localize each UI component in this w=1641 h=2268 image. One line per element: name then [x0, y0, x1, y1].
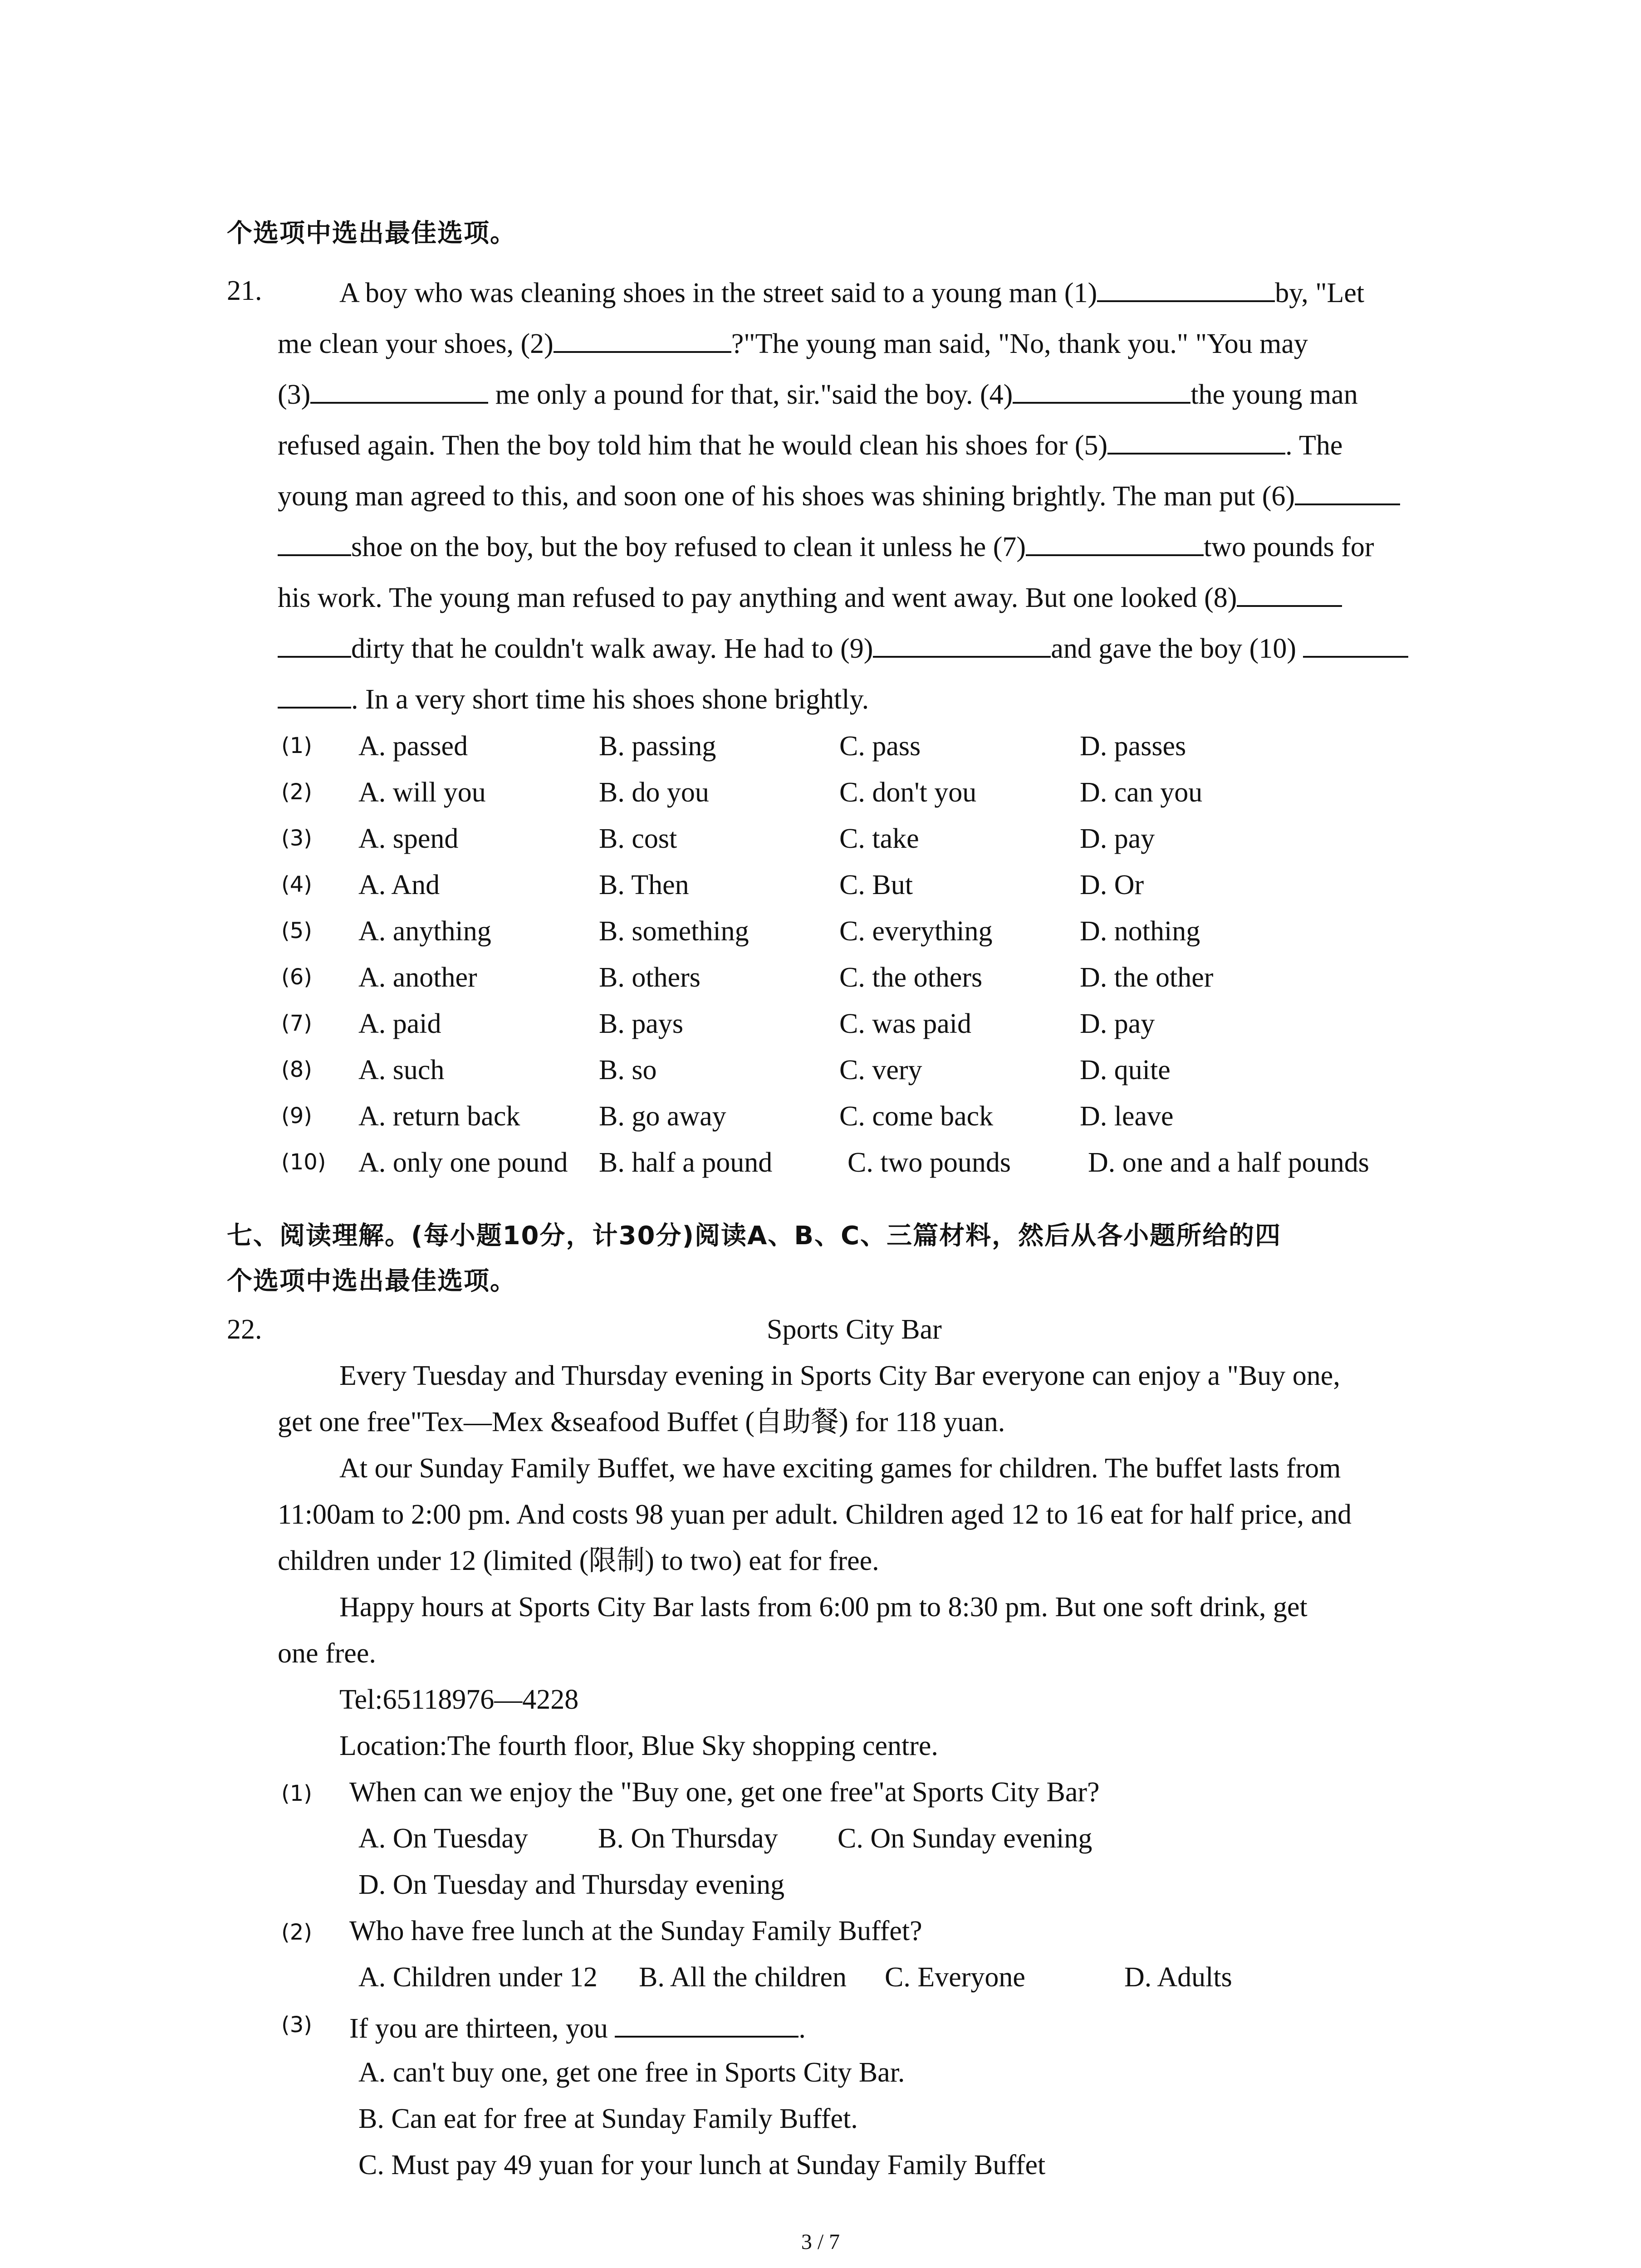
q21-option-row-1: (1) A. passed B. passing C. pass D. passes — [281, 731, 1186, 762]
blank-9 — [873, 632, 1051, 658]
q21-line-8: dirty that he couldn't walk away. He had to (9) and gave the boy (10) — [278, 632, 1408, 663]
q22-sub-3-option-b: B. Can eat for free at Sunday Family Buffet. — [358, 2103, 858, 2134]
q21-line-6: shoe on the boy, but the boy refused to clean it unless he (7) two pounds for — [278, 531, 1374, 561]
blank-5 — [1107, 429, 1285, 455]
q22-sub-3-blank — [615, 2012, 798, 2038]
q21-line-3: (3) me only a pound for that, sir."said the boy. (4) the young man — [278, 379, 1358, 410]
q21-option-row-4: (4) A. And B. Then C. But D. Or — [281, 870, 1144, 900]
q22-sub-3-text: If you are thirteen, you . — [349, 2013, 806, 2044]
q22-sub-2-option-b: B. All the children — [639, 1962, 847, 1993]
q22-sub-2-option-c: C. Everyone — [885, 1962, 1025, 1993]
page-number: 3 / 7 — [801, 2230, 840, 2254]
q22-sub-3-number: (3) — [281, 2012, 312, 2038]
q22-sub-2-text: Who have free lunch at the Sunday Family Buffet? — [349, 1916, 922, 1946]
blank-4 — [1013, 378, 1190, 404]
blank-1 — [1097, 277, 1275, 302]
blank-7 — [1026, 531, 1204, 556]
q21-line-7: his work. The young man refused to pay anything and went away. But one looked (8) — [278, 582, 1342, 612]
q22-title: Sports City Bar — [767, 1314, 942, 1345]
q22-sub-1-option-b: B. On Thursday — [598, 1823, 778, 1854]
q21-line-9: . In a very short time his shoes shone brightly. — [278, 683, 869, 714]
q21-option-row-2: (2) A. will you B. do you C. don't you D. can you — [281, 777, 1203, 808]
blank-2 — [554, 327, 731, 353]
section-7-header-line-1: 七、阅读理解。(每小题10分，计30分)阅读A、B、C、三篇材料，然后从各小题所给的四 — [227, 1221, 1282, 1251]
q21-number: 21. — [227, 275, 262, 306]
q21-option-row-7: (7) A. paid B. pays C. was paid D. pay — [281, 1008, 1155, 1039]
q22-tel: Tel:65118976—4228 — [339, 1684, 579, 1715]
q21-option-row-9: (9) A. return back B. go away C. come back D. leave — [281, 1101, 1174, 1132]
section-7-header-line-2: 个选项中选出最佳选项。 — [227, 1266, 516, 1296]
q22-p2-line-3: children under 12 (limited (限制) to two) eat for free. — [278, 1545, 879, 1576]
q22-p2-line-1: At our Sunday Family Buffet, we have exciting games for children. The buffet lasts from — [339, 1453, 1341, 1484]
q21-line-2: me clean your shoes, (2) ?"The young man said, "No, thank you." "You may — [278, 328, 1308, 359]
q22-sub-1-number: (1) — [281, 1781, 312, 1806]
q21-line-1: A boy who was cleaning shoes in the street said to a young man (1) by, "Let — [339, 278, 1365, 308]
q21-option-row-10: (10) A. only one pound B. half a pound C. two pounds D. one and a half pounds — [281, 1147, 1369, 1178]
blank-10a — [1303, 632, 1408, 658]
q22-sub-2-option-d: D. Adults — [1124, 1962, 1232, 1993]
q21-line-5: young man agreed to this, and soon one of his shoes was shining brightly. The man put (6) — [278, 480, 1400, 510]
blank-3 — [310, 378, 488, 404]
blank-8b — [278, 632, 351, 658]
q22-sub-1-option-d: D. On Tuesday and Thursday evening — [358, 1869, 785, 1900]
q22-sub-1-option-a: A. On Tuesday — [358, 1823, 528, 1854]
q21-option-row-8: (8) A. such B. so C. very D. quite — [281, 1055, 1171, 1085]
q22-sub-2-option-a: A. Children under 12 — [358, 1962, 598, 1993]
q22-p2-line-2: 11:00am to 2:00 pm. And costs 98 yuan per adult. Children aged 12 to 16 eat for half price, and — [278, 1499, 1352, 1530]
blank-10b — [278, 683, 351, 709]
q22-sub-2-number: (2) — [281, 1920, 312, 1945]
q22-sub-3-option-c: C. Must pay 49 yuan for your lunch at Sunday Family Buffet — [358, 2150, 1046, 2180]
q21-option-row-3: (3) A. spend B. cost C. take D. pay — [281, 823, 1155, 854]
q22-sub-1-text: When can we enjoy the "Buy one, get one free"at Sports City Bar? — [349, 1777, 1100, 1808]
blank-8a — [1237, 582, 1342, 607]
blank-6a — [1295, 480, 1400, 505]
q22-sub-3-option-a: A. can't buy one, get one free in Sports City Bar. — [358, 2057, 905, 2088]
q21-option-row-5: (5) A. anything B. something C. everything D. nothing — [281, 916, 1200, 947]
q22-p3-line-2: one free. — [278, 1638, 376, 1669]
section-header-continued: 个选项中选出最佳选项。 — [227, 219, 516, 248]
q21-option-row-6: (6) A. another B. others C. the others D. the other — [281, 962, 1214, 993]
q21-line-4: refused again. Then the boy told him that he would clean his shoes for (5) . The — [278, 430, 1343, 461]
q22-number: 22. — [227, 1314, 262, 1345]
q22-p3-line-1: Happy hours at Sports City Bar lasts from 6:00 pm to 8:30 pm. But one soft drink, get — [339, 1592, 1308, 1623]
blank-6b — [278, 531, 351, 556]
q22-location: Location:The fourth floor, Blue Sky shopping centre. — [339, 1730, 938, 1761]
q22-sub-1-option-c: C. On Sunday evening — [838, 1823, 1092, 1854]
q22-p1-line-1: Every Tuesday and Thursday evening in Sports City Bar everyone can enjoy a "Buy one, — [339, 1360, 1340, 1391]
q22-p1-line-2: get one free"Tex—Mex &seafood Buffet (自助餐) for 118 yuan. — [278, 1407, 1005, 1437]
